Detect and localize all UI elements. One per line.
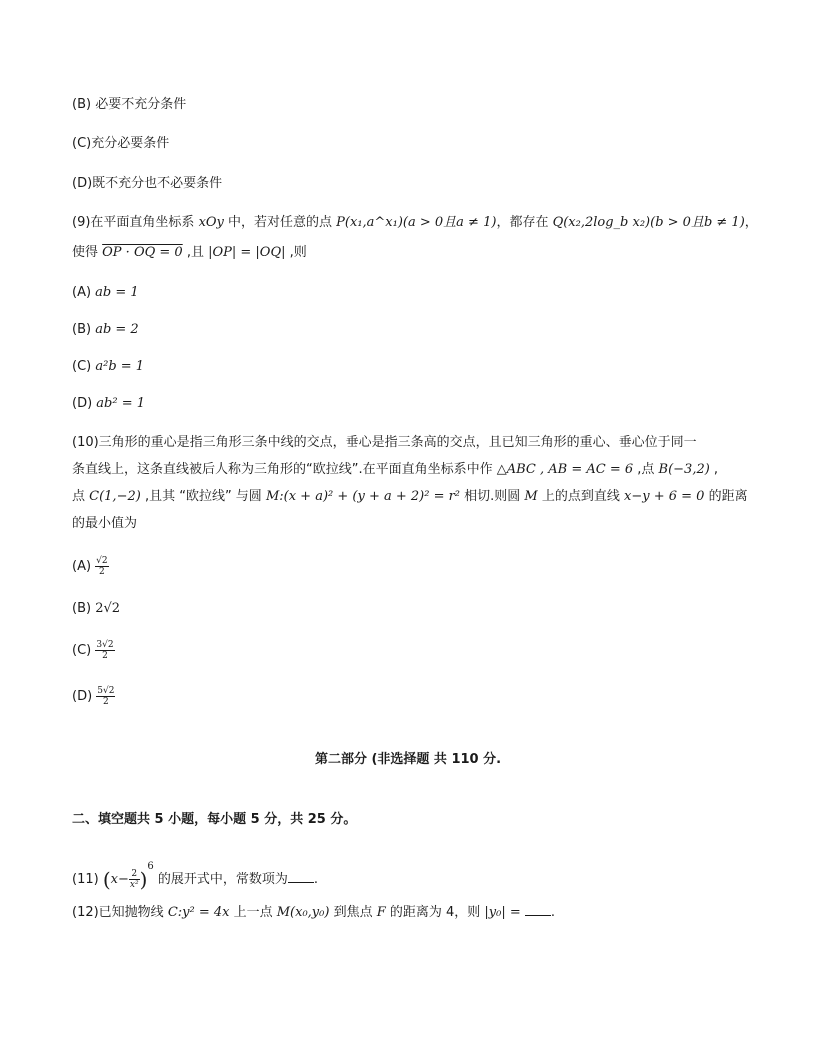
q9-abs-equal: |OP| = |OQ|	[208, 245, 286, 260]
q9-option-c	[72, 358, 744, 376]
option-label: (A)	[72, 559, 96, 574]
q8-option-d: (D)既不充分也不必要条件	[72, 176, 223, 191]
q10-stem-line2	[72, 461, 744, 479]
q12-abs: |y₀| =	[484, 905, 525, 920]
q9-stem-text: ,且	[182, 245, 209, 260]
option-expr: a²b = 1	[95, 359, 145, 374]
option-label: (B)	[72, 601, 96, 616]
q12-text: 到焦点	[329, 905, 377, 920]
option-expr: 2√2	[95, 601, 121, 616]
q10-text: ,且其 “欧拉线” 与圆	[140, 489, 266, 504]
denominator: 2	[99, 567, 105, 577]
option-expr: ab² = 1	[96, 396, 146, 411]
q10-stem-line3	[72, 488, 748, 506]
q9-point-p: P(x₁,a^x₁)(a > 0且a ≠ 1)	[336, 215, 497, 230]
q12	[72, 903, 744, 922]
q9-xoy: xOy	[198, 215, 224, 230]
q9-stem-text: 使得	[72, 245, 103, 260]
q11	[72, 852, 744, 892]
q12-text: 上一点	[229, 905, 277, 920]
q11-end: .	[313, 872, 319, 887]
q9-point-q: Q(x₂,2log_b x₂)(b > 0且b ≠ 1)	[552, 215, 745, 230]
q9-stem-line1	[72, 214, 758, 232]
q10-text: 点	[72, 489, 90, 504]
q10-option-d	[72, 686, 744, 712]
answer-blank	[288, 870, 314, 883]
option-label: (C)	[72, 359, 96, 374]
q10-text: 条直线上，这条直线被后人称为三角形的“欧拉线”.在平面直角坐标系中作 △	[72, 462, 507, 477]
q9-stem-text: ,则	[285, 245, 307, 260]
q10-triangle: ABC , AB = AC = 6	[506, 462, 634, 477]
q10-line-eq: x−y + 6 = 0	[624, 489, 705, 504]
denominator: 2	[103, 697, 109, 707]
numerator: 3√2	[96, 640, 114, 650]
q9-stem-text: 中，若对任意的点	[223, 215, 337, 230]
q10-stem-line1: (10)三角形的重心是指三角形三条中线的交点，垂心是指三条高的交点，且已知三角形的重心、垂心位于同一	[72, 435, 697, 450]
q10-point-c: C(1,−2)	[89, 489, 141, 504]
q9-option-b	[72, 321, 744, 339]
q10-option-c	[72, 640, 744, 666]
q10-text: 的距离	[704, 489, 748, 504]
q9-dot-product: OP · OQ = 0	[102, 245, 183, 260]
q12-text: (12)已知抛物线	[72, 905, 168, 920]
q10-text: ,	[709, 462, 719, 477]
option-expr: ab = 1	[95, 285, 139, 300]
section2-heading: 二、填空题共 5 小题，每小题 5 分，共 25 分。	[72, 812, 357, 827]
option-label: (D)	[72, 689, 97, 704]
fraction	[95, 556, 108, 577]
q9-stem-text: (9)在平面直角坐标系	[72, 215, 199, 230]
q10-option-a	[72, 556, 744, 582]
option-label: (C)	[72, 643, 96, 658]
option-label: (D)	[72, 396, 97, 411]
q11-text: 的展开式中，常数项为	[153, 872, 288, 887]
numerator: √2	[96, 556, 108, 566]
q11-x: x	[110, 872, 118, 887]
answer-blank	[525, 903, 551, 916]
numerator: 5√2	[97, 686, 115, 696]
q10-text: ,点	[633, 462, 659, 477]
q11-fraction	[129, 869, 140, 890]
option-expr: ab = 2	[95, 322, 139, 337]
q12-end: .	[550, 905, 556, 920]
q12-text: 的距离为 4，则	[385, 905, 485, 920]
fraction	[96, 686, 115, 707]
left-paren: (	[102, 867, 111, 892]
q10-option-b	[72, 600, 744, 618]
option-label: (B)	[72, 322, 96, 337]
q8-option-c: (C)充分必要条件	[72, 136, 170, 151]
q9-stem-line2	[72, 244, 744, 262]
fraction	[95, 640, 114, 661]
q8-option-b: (B) 必要不充分条件	[72, 97, 187, 112]
option-label: (A)	[72, 285, 96, 300]
denominator: x²	[129, 880, 139, 890]
q10-point-b: B(−3,2)	[658, 462, 710, 477]
q12-focus: F	[376, 905, 386, 920]
denominator: 2	[102, 651, 108, 661]
right-paren: )	[139, 867, 148, 892]
q10-text: 相切.则圆	[460, 489, 525, 504]
q9-option-d	[72, 395, 744, 413]
q11-power: 6	[147, 861, 154, 872]
q9-stem-text: ，	[744, 215, 758, 230]
q11-minus: −	[117, 872, 129, 887]
q11-label: (11)	[72, 872, 103, 887]
q12-parabola: C:y² = 4x	[167, 905, 230, 920]
q10-circle-eq: M:(x + a)² + (y + a + 2)² = r²	[265, 489, 461, 504]
q9-stem-text: ，都存在	[496, 215, 553, 230]
q10-text: 上的点到直线	[537, 489, 624, 504]
part2-heading: 第二部分 (非选择题 共 110 分.	[314, 752, 502, 767]
q9-option-a	[72, 284, 744, 302]
q12-point: M(x₀,y₀)	[276, 905, 330, 920]
numerator: 2	[129, 869, 140, 880]
q10-stem-line4: 的最小值为	[72, 516, 138, 531]
q10-circle-m: M	[524, 489, 538, 504]
